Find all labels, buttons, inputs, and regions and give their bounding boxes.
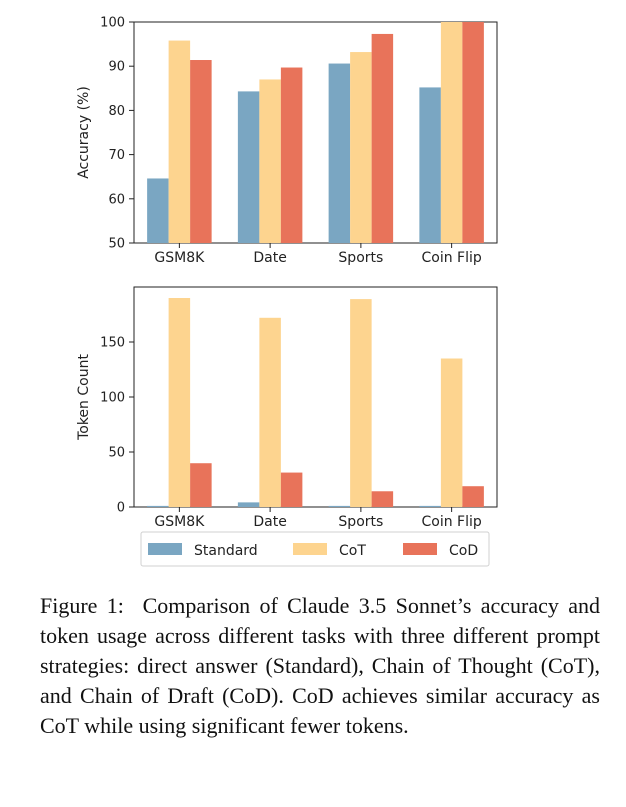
accuracy-ytick-label: 100 (100, 15, 125, 31)
token-bar-cot (169, 298, 191, 507)
accuracy-bar-cod (462, 22, 484, 243)
token-bar-standard (329, 506, 351, 507)
token-xtick-label: Date (253, 514, 287, 530)
accuracy-xtick-label: Sports (338, 250, 384, 266)
accuracy-ylabel: Accuracy (%) (76, 86, 92, 179)
token-ytick-label: 150 (100, 335, 125, 351)
figure-caption (40, 591, 600, 741)
token-bar-cod (462, 486, 484, 507)
token-ytick-label: 50 (108, 445, 125, 461)
accuracy-bar-standard (419, 87, 441, 243)
caption-label: Figure 1: (40, 593, 124, 618)
token-bar-cod (372, 491, 394, 507)
token-bar-cot (259, 318, 281, 507)
accuracy-bar-standard (238, 91, 260, 243)
accuracy-bar-cod (190, 60, 212, 243)
token-bar-cod (281, 473, 303, 507)
accuracy-ytick-label: 70 (108, 148, 125, 164)
accuracy-ytick-label: 90 (108, 59, 125, 75)
legend-swatch-cod (403, 543, 437, 555)
legend-swatch-cot (293, 543, 327, 555)
token-bar-standard (147, 506, 169, 507)
token-xtick-label: Sports (338, 514, 384, 530)
token-bar-cod (190, 463, 212, 507)
accuracy-ytick-label: 80 (108, 103, 125, 119)
token-bar-cot (350, 299, 372, 507)
token-xtick-label: Coin Flip (421, 514, 482, 530)
accuracy-bar-cod (281, 68, 303, 243)
caption-text: Comparison of Claude 3.5 Sonnet’s accuracy and token usage across different tasks with three different prompt strategies: direct answer (Standard), Chain of Thought (CoT), and Chain of Draft (CoD). CoD achieves similar accuracy as CoT while using significant fewer tokens. (40, 593, 600, 738)
accuracy-chart (76, 16, 497, 267)
accuracy-ytick-label: 50 (108, 236, 125, 252)
accuracy-bar-cot (259, 79, 281, 243)
accuracy-bar-cot (169, 41, 191, 243)
token-bar-standard (238, 502, 260, 507)
legend-label-cod: CoD (449, 543, 479, 559)
accuracy-xtick-label: Coin Flip (421, 250, 482, 266)
accuracy-bar-cod (372, 34, 394, 243)
accuracy-bar-cot (441, 22, 463, 243)
token-ytick-label: 0 (116, 500, 125, 516)
accuracy-xtick-label: Date (253, 250, 287, 266)
accuracy-bar-standard (329, 64, 351, 243)
token-bar-standard (419, 506, 441, 507)
accuracy-ytick-label: 60 (108, 192, 125, 208)
legend-label-cot: CoT (339, 543, 366, 559)
legend-swatch-standard (148, 543, 182, 555)
legend (141, 532, 489, 566)
token-ytick-label: 100 (100, 390, 125, 406)
token-count-chart (76, 287, 497, 530)
accuracy-bar-cot (350, 52, 372, 243)
token-ylabel: Token Count (76, 354, 92, 440)
accuracy-xtick-label: GSM8K (154, 250, 205, 266)
token-xtick-label: GSM8K (154, 514, 205, 530)
legend-label-standard: Standard (194, 543, 258, 559)
token-bar-cot (441, 359, 463, 508)
accuracy-bar-standard (147, 178, 169, 243)
